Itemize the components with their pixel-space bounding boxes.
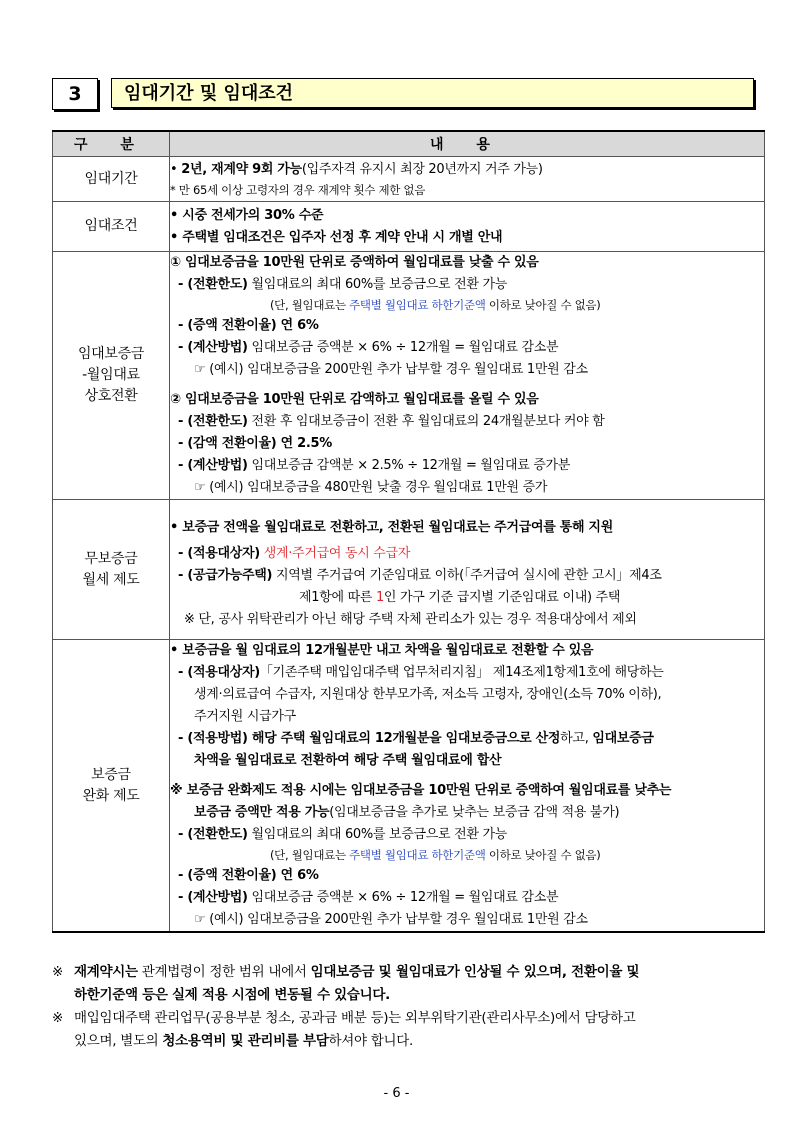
text: 해당 주택 월임대료의 12개월분을 임대보증금으로 산정 [247, 731, 561, 746]
category-line: 보증금 [91, 766, 131, 783]
period-note: * 만 65세 이상 고령자의 경우 재계약 횟수 제한 없음 [170, 182, 426, 197]
relief-target-cont: 주거지원 시급가구 [194, 709, 296, 724]
label: - (적용대상자) [178, 545, 260, 561]
text: 「기존주택 매입임대주택 업무처리지침」 제14조제1항제1호에 해당하는 [259, 665, 664, 680]
label: - (전환한도) [178, 827, 248, 842]
text: 월임대료의 최대 60%를 보증금으로 전환 가능 [247, 827, 508, 842]
row-content: • 보증금 전액을 월임대료로 전환하고, 전환된 월임대료는 주거급여를 통해 지원 - (적용대상자) 생계·주거급여 동시 수급자 - (공급가능주택) 지역별 주거급여 기준임대료 이하(「주거급여 실시에 관한 고시」제4조 제1항에 따른 1인 가구 기준 급지별 기준임대료 이내) 주택 ※ 단, 공사 위탁관리가 아닌 해당 주택 자체 관리소가 있는 경우 적용대상에서 제외 [170, 500, 765, 640]
header-category: 구 분 [53, 131, 170, 157]
row-category [53, 640, 170, 933]
text: 있으며, 별도의 [74, 1033, 163, 1049]
text: 임대보증금 [592, 731, 654, 746]
text: 보증금 증액만 적용 가능 [194, 805, 330, 820]
label: - (계산방법) [178, 458, 248, 473]
relief-note: ※ 보증금 완화제도 적용 시에는 임대보증금을 10만원 단위로 증액하여 월임대료를 낮추는 [170, 783, 672, 798]
table-row [53, 252, 765, 500]
text: 인 가구 기준 급지별 기준임대료 이내) 주택 [383, 589, 621, 605]
category-line: 상호전환 [84, 388, 138, 404]
row-category [53, 500, 170, 640]
text: 월임대료의 최대 60%를 보증금으로 전환 가능 [247, 277, 508, 292]
row-content: • 보증금을 월 임대료의 12개월분만 내고 차액을 월임대료로 전환할 수 있음 - (적용대상자)「기존주택 매입임대주택 업무처리지침」 제14조제1항제1호에 해당하는 생계·의료급여 수급자, 지원대상 한부모가족, 저소득 고령자, 장애인(소득 70% 이하), 주거지원 시급가구 - (적용방법) 해당 주택 월임대료의 12개월분을 임대보증금으로 산정하고, 임대보증금 차액을 월임대료로 전환하여 해당 주택 월임대료에 합산 ※ 보증금 완화제도 적용 시에는 임대보증금을 10만원 단위로 증액하여 월임대료를 낮추는 보증금 증액만 적용 가능(임대보증금을 추가로 낮추는 보증금 감액 적용 불가) - (전환한도) 월임대료의 최대 60%를 보증금으로 전환 가능 (단, 월임대료는 주택별 월임대료 하한기준액 이하로 낮아질 수 없음) - (증액 전환이율) 연 6% - (계산방법) 임대보증금 증액분 × 6% ÷ 12개월 = 월임대료 감소분 ☞ (예시) 임대보증금을 200만원 추가 납부할 경우 월임대료 1만원 감소 [170, 640, 765, 933]
table-row [53, 157, 765, 202]
footnote [52, 961, 765, 1007]
label: - (전환한도) [178, 277, 248, 292]
text: 하셔야 합니다. [328, 1033, 413, 1049]
highlight-text: 1 [375, 589, 384, 605]
row-category: 임대조건 [53, 202, 170, 252]
row-content: ① 임대보증금을 10만원 단위로 증액하여 월임대료를 낮출 수 있음 - (전환한도) 월임대료의 최대 60%를 보증금으로 전환 가능 (단, 월임대료는 주택별 월임대료 하한기준액 이하로 낮아질 수 없음) - (증액 전환이율) 연 6% - (계산방법) 임대보증금 증액분 × 6% ÷ 12개월 = 월임대료 감소분 ☞ (예시) 임대보증금을 200만원 추가 납부할 경우 월임대료 1만원 감소 ② 임대보증금을 10만원 단위로 감액하고 월임대료를 올릴 수 있음 - (전환한도) 전환 후 임대보증금이 전환 후 월임대료의 24개월분보다 커야 함 - (감액 전환이율) 연 2.5% - (계산방법) 임대보증금 감액분 × 2.5% ÷ 12개월 = 월임대료 증가분 ☞ (예시) 임대보증금을 480만원 낮출 경우 월임대료 1만원 증가 [170, 252, 765, 500]
text: 청소용역비 및 관리비를 부담 [162, 1033, 329, 1049]
example-text: (예시) 임대보증금을 200만원 추가 납부할 경우 월임대료 1만원 감소 [209, 362, 588, 377]
conversion-a-title: 임대보증금을 10만원 단위로 증액하여 월임대료를 낮출 수 있음 [184, 255, 539, 270]
conversion-b-title: 임대보증금을 10만원 단위로 감액하고 월임대료를 올릴 수 있음 [184, 392, 539, 407]
pointing-hand-icon: ☞ [194, 362, 206, 377]
text: 제1항에 따른 [299, 589, 376, 605]
category-line: 완화 제도 [82, 787, 140, 804]
header-content: 내 용 [170, 131, 765, 157]
table-row [53, 640, 765, 933]
text: (임대보증금을 추가로 낮추는 보증금 감액 적용 불가) [329, 805, 620, 820]
label: - (적용방법) [178, 731, 248, 746]
section-number: 3 [52, 78, 98, 110]
footnotes [52, 961, 765, 1053]
label: - (계산방법) [178, 340, 248, 355]
conditions-line2: 주택별 임대조건은 입주자 선정 후 계약 안내 시 개별 안내 [182, 229, 503, 245]
text: 매입임대주택 관리업무(공용부분 청소, 공과금 배분 등)는 외부위탁기관(관리사무소)에서 담당하고 [74, 1010, 636, 1026]
label: - (계산방법) [178, 890, 248, 905]
relief-method-cont: 차액을 월임대료로 전환하여 해당 주택 월임대료에 합산 [194, 753, 502, 768]
category-line: -월임대료 [82, 367, 140, 383]
page-number: - 6 - [383, 1086, 410, 1101]
section-title: 임대기간 및 임대조건 [111, 78, 754, 108]
highlight-text: 주택별 월임대료 하한기준액 [349, 298, 486, 312]
section-header [52, 78, 754, 110]
label: - (전환한도) [178, 414, 248, 429]
text: 재계약시는 [74, 964, 138, 980]
relief-target-cont: 생계·의료급여 수급자, 지원대상 한부모가족, 저소득 고령자, 장애인(소득 70% 이하), [194, 687, 662, 702]
pointing-hand-icon: ☞ [194, 480, 206, 495]
row-content: • 2년, 재계약 9회 가능(입주자격 유지시 최장 20년까지 거주 가능) * 만 65세 이상 고령자의 경우 재계약 횟수 제한 없음 [170, 157, 765, 202]
text: 임대보증금 증액분 × 6% ÷ 12개월 = 월임대료 감소분 [247, 890, 559, 905]
row-category [53, 252, 170, 500]
relief-line1: 보증금을 월 임대료의 12개월분만 내고 차액을 월임대료로 전환할 수 있음 [182, 643, 594, 658]
no-deposit-line1: 보증금 전액을 월임대료로 전환하고, 전환된 월임대료는 주거급여를 통해 지원 [182, 519, 613, 535]
period-bold: 2년, 재계약 9회 가능 [181, 161, 302, 177]
text: 이하로 낮아질 수 없음) [485, 848, 601, 862]
conditions-line1: 시중 전세가의 30% 수준 [182, 207, 324, 223]
text: 지역별 주거급여 기준임대료 이하(「주거급여 실시에 관한 고시」제4조 [272, 567, 662, 583]
text: 관계법령이 정한 범위 내에서 [137, 964, 311, 980]
reference-mark-icon: ※ [52, 1010, 64, 1026]
footnote [52, 1007, 765, 1053]
category-line: 무보증금 [84, 550, 138, 567]
text: (단, 월임대료는 [270, 298, 350, 312]
text: (단, 월임대료는 [270, 848, 350, 862]
row-category: 임대기간 [53, 157, 170, 202]
reference-mark-icon: ※ [52, 964, 64, 980]
label: - (적용대상자) [178, 665, 260, 680]
conversion-b-rate: - (감액 전환이율) 연 2.5% [178, 436, 332, 451]
text: 이하로 낮아질 수 없음) [485, 298, 601, 312]
highlight-text: 생계·주거급여 동시 수급자 [259, 545, 411, 561]
highlight-text: 주택별 월임대료 하한기준액 [349, 848, 486, 862]
relief-rate: - (증액 전환이율) 연 6% [178, 868, 319, 883]
pointing-hand-icon: ☞ [194, 912, 206, 927]
category-line: 임대보증금 [77, 346, 145, 362]
rental-terms-table [52, 130, 765, 933]
text: 하고, [560, 731, 593, 746]
example-text: (예시) 임대보증금을 480만원 낮출 경우 월임대료 1만원 증가 [209, 480, 548, 495]
period-rest: (입주자격 유지시 최장 20년까지 거주 가능) [301, 161, 543, 177]
text: 임대보증금 및 월임대료가 인상될 수 있으며, 전환이율 및 [310, 964, 640, 980]
category-line: 월세 제도 [82, 571, 140, 588]
conversion-a-rate: - (증액 전환이율) 연 6% [178, 318, 319, 333]
text: 임대보증금 감액분 × 2.5% ÷ 12개월 = 월임대료 증가분 [247, 458, 571, 473]
text: 임대보증금 증액분 × 6% ÷ 12개월 = 월임대료 감소분 [247, 340, 559, 355]
text: 하한기준액 등은 실제 적용 시점에 변동될 수 있습니다. [74, 987, 390, 1003]
label: - (공급가능주택) [178, 567, 273, 583]
row-content: • 시중 전세가의 30% 수준 • 주택별 임대조건은 입주자 선정 후 계약 안내 시 개별 안내 [170, 202, 765, 252]
table-row [53, 202, 765, 252]
table-header-row [53, 131, 765, 157]
text: 전환 후 임대보증금이 전환 후 월임대료의 24개월분보다 커야 함 [247, 414, 605, 429]
table-row [53, 500, 765, 640]
example-text: (예시) 임대보증금을 200만원 추가 납부할 경우 월임대료 1만원 감소 [209, 912, 588, 927]
no-deposit-exception: ※ 단, 공사 위탁관리가 아닌 해당 주택 자체 관리소가 있는 경우 적용대상에서 제외 [184, 611, 637, 627]
